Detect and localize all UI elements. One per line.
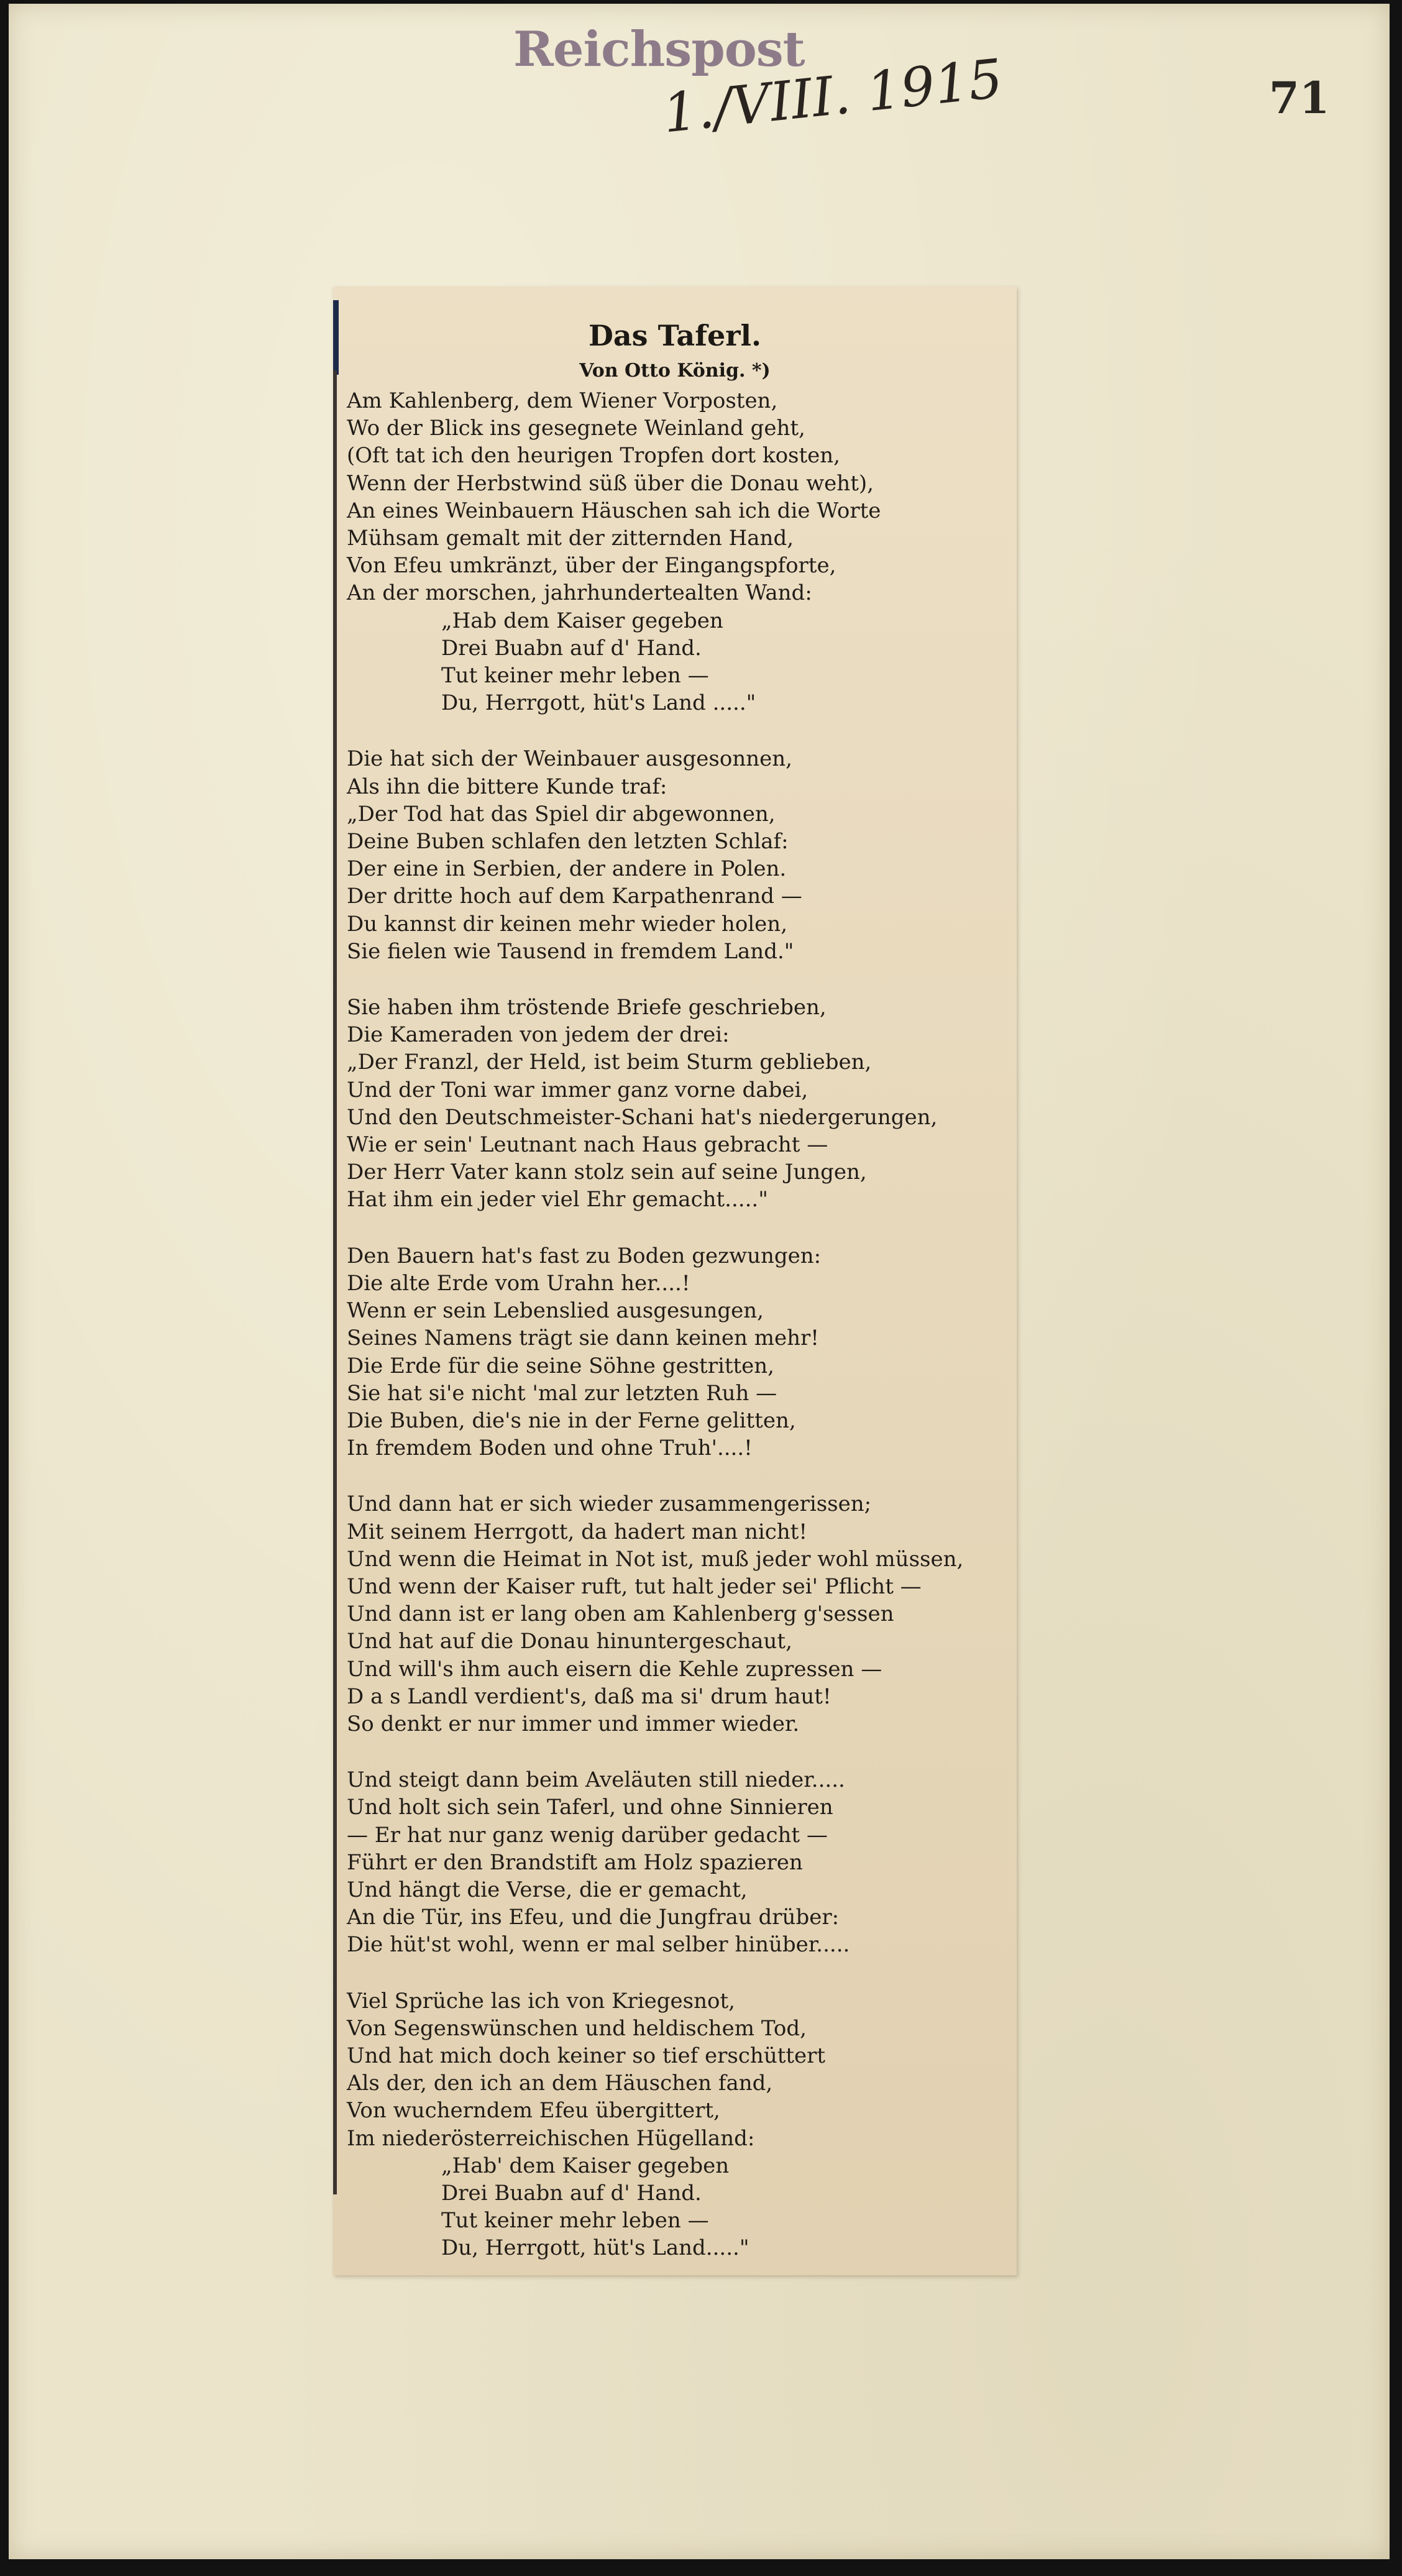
poem-line: Du kannst dir keinen mehr wieder holen, bbox=[347, 911, 788, 937]
poem-stanza bbox=[347, 1766, 1012, 1958]
poem-line: An eines Weinbauern Häuschen sah ich die Worte bbox=[347, 498, 881, 523]
poem-line: Und wenn die Heimat in Not ist, muß jeder wohl müssen, bbox=[347, 1546, 964, 1572]
poem-line: Von wucherndem Efeu übergittert, bbox=[347, 2098, 720, 2124]
poem-line: So denkt er nur immer und immer wieder. bbox=[347, 1711, 800, 1736]
poem-line: — Er hat nur ganz wenig darüber gedacht — bbox=[347, 1822, 828, 1848]
poem-line: Die Erde für die seine Söhne gestritten, bbox=[347, 1353, 774, 1378]
poem-line: Und steigt dann beim Aveläuten still nieder..... bbox=[347, 1767, 845, 1793]
poem-line: Und holt sich sein Taferl, und ohne Sinnieren bbox=[347, 1795, 833, 1820]
column-rule bbox=[333, 370, 337, 2194]
poem-line: „Der Franzl, der Held, ist beim Sturm geblieben, bbox=[347, 1050, 872, 1075]
poem-stanza bbox=[347, 1987, 1012, 2262]
poem-line: Und hat auf die Donau hinuntergeschaut, bbox=[347, 1629, 792, 1654]
poem-line: Sie fielen wie Tausend in fremdem Land." bbox=[347, 938, 794, 964]
poem-line: Tut keiner mehr leben — bbox=[441, 663, 709, 689]
poem-line: Die hüt'st wohl, wenn er mal selber hinüber..... bbox=[347, 1932, 850, 1958]
poem-line: Und den Deutschmeister-Schani hat's niedergerungen, bbox=[347, 1104, 938, 1130]
poem-line: Der Herr Vater kann stolz sein auf seine Jungen, bbox=[347, 1160, 867, 1185]
poem-stanza bbox=[347, 994, 1012, 1214]
newspaper-stamp: Reichspost bbox=[513, 21, 805, 78]
poem-body bbox=[347, 387, 1012, 2291]
poem-line: Der dritte hoch auf dem Karpathenrand — bbox=[347, 884, 802, 909]
poem-line: Führt er den Brandstift am Holz spazieren bbox=[347, 1849, 803, 1875]
poem-line: Und der Toni war immer ganz vorne dabei, bbox=[347, 1077, 809, 1102]
poem-line: Im niederösterreichischen Hügelland: bbox=[347, 2125, 755, 2151]
newspaper-clipping bbox=[333, 286, 1017, 2275]
poem-line: In fremdem Boden und ohne Truh'....! bbox=[347, 1436, 753, 1461]
page-number: 71 bbox=[1269, 72, 1330, 124]
poem-line: (Oft tat ich den heurigen Tropfen dort kosten, bbox=[347, 443, 840, 469]
handwritten-date: 1./VIII. 1915 bbox=[660, 47, 1006, 145]
poem-line: Tut keiner mehr leben — bbox=[441, 2208, 709, 2234]
poem-line: Du, Herrgott, hüt's Land....." bbox=[441, 2235, 749, 2261]
poem-line: An der morschen, jahrhundertealten Wand: bbox=[347, 580, 812, 606]
poem-line: Du, Herrgott, hüt's Land ....." bbox=[441, 690, 756, 716]
poem-line: Drei Buabn auf d' Hand. bbox=[441, 635, 702, 661]
poem-line: Wenn er sein Lebenslied ausgesungen, bbox=[347, 1298, 764, 1324]
archive-sheet bbox=[9, 4, 1390, 2559]
poem-line: Wie er sein' Leutnant nach Haus gebracht — bbox=[347, 1132, 828, 1158]
poem-line: Sie haben ihm tröstende Briefe geschrieben, bbox=[347, 995, 827, 1020]
poem-line: Hat ihm ein jeder viel Ehr gemacht....." bbox=[347, 1187, 768, 1212]
poem-line: Von Segenswünschen und heldischem Tod, bbox=[347, 2015, 807, 2041]
poem-line: Von Efeu umkränzt, über der Eingangspforte, bbox=[347, 553, 836, 579]
poem-line: Wo der Blick ins gesegnete Weinland geht, bbox=[347, 416, 805, 441]
poem-line: Und wenn der Kaiser ruft, tut halt jeder sei' Pflicht — bbox=[347, 1574, 922, 1599]
poem-line: Am Kahlenberg, dem Wiener Vorposten, bbox=[347, 388, 778, 413]
poem-line: Drei Buabn auf d' Hand. bbox=[441, 2180, 702, 2206]
poem-stanza bbox=[347, 745, 1012, 965]
poem-line: Seines Namens trägt sie dann keinen mehr! bbox=[347, 1326, 819, 1351]
poem-line: Mit seinem Herrgott, da hadert man nicht! bbox=[347, 1519, 807, 1544]
poem-line: Die hat sich der Weinbauer ausgesonnen, bbox=[347, 746, 792, 772]
poem-line: Viel Sprüche las ich von Kriegesnot, bbox=[347, 1988, 735, 2014]
poem-byline: Von Otto König. *) bbox=[579, 360, 771, 382]
poem-line: Mühsam gemalt mit der zitternden Hand, bbox=[347, 526, 794, 551]
poem-stanza bbox=[347, 1242, 1012, 1462]
poem-line: An die Tür, ins Efeu, und die Jungfrau drüber: bbox=[347, 1905, 840, 1930]
poem-line: Den Bauern hat's fast zu Boden gezwungen: bbox=[347, 1243, 822, 1268]
poem-line: Der eine in Serbien, der andere in Polen. bbox=[347, 856, 787, 882]
poem-line: Als ihn die bittere Kunde traf: bbox=[347, 774, 667, 799]
poem-line: Die Buben, die's nie in der Ferne gelitten, bbox=[347, 1408, 796, 1433]
poem-line: Als der, den ich an dem Häuschen fand, bbox=[347, 2071, 773, 2096]
poem-line: D a s Landl verdient's, daß ma si' drum haut! bbox=[347, 1684, 832, 1709]
poem-line: Sie hat si'e nicht 'mal zur letzten Ruh — bbox=[347, 1380, 777, 1406]
poem-title: Das Taferl. bbox=[588, 319, 762, 352]
poem-line: Deine Buben schlafen den letzten Schlaf: bbox=[347, 829, 789, 855]
poem-stanza bbox=[347, 387, 1012, 717]
poem-line: „Hab dem Kaiser gegeben bbox=[441, 608, 723, 633]
poem-line: Und dann hat er sich wieder zusammengerissen; bbox=[347, 1492, 872, 1517]
poem-line: „Der Tod hat das Spiel dir abgewonnen, bbox=[347, 801, 776, 827]
poem-line: Die alte Erde vom Urahn her....! bbox=[347, 1270, 690, 1296]
poem-line: Und hängt die Verse, die er gemacht, bbox=[347, 1877, 748, 1902]
poem-line: Und hat mich doch keiner so tief erschüttert bbox=[347, 2043, 826, 2068]
poem-line: Und dann ist er lang oben am Kahlenberg g'sessen bbox=[347, 1602, 894, 1627]
poem-line: Die Kameraden von jedem der drei: bbox=[347, 1022, 730, 1048]
poem-stanza bbox=[347, 1490, 1012, 1738]
poem-line: „Hab' dem Kaiser gegeben bbox=[441, 2153, 730, 2178]
poem-line: Wenn der Herbstwind süß über die Donau weht), bbox=[347, 470, 874, 496]
poem-line: Und will's ihm auch eisern die Kehle zupressen — bbox=[347, 1656, 882, 1682]
